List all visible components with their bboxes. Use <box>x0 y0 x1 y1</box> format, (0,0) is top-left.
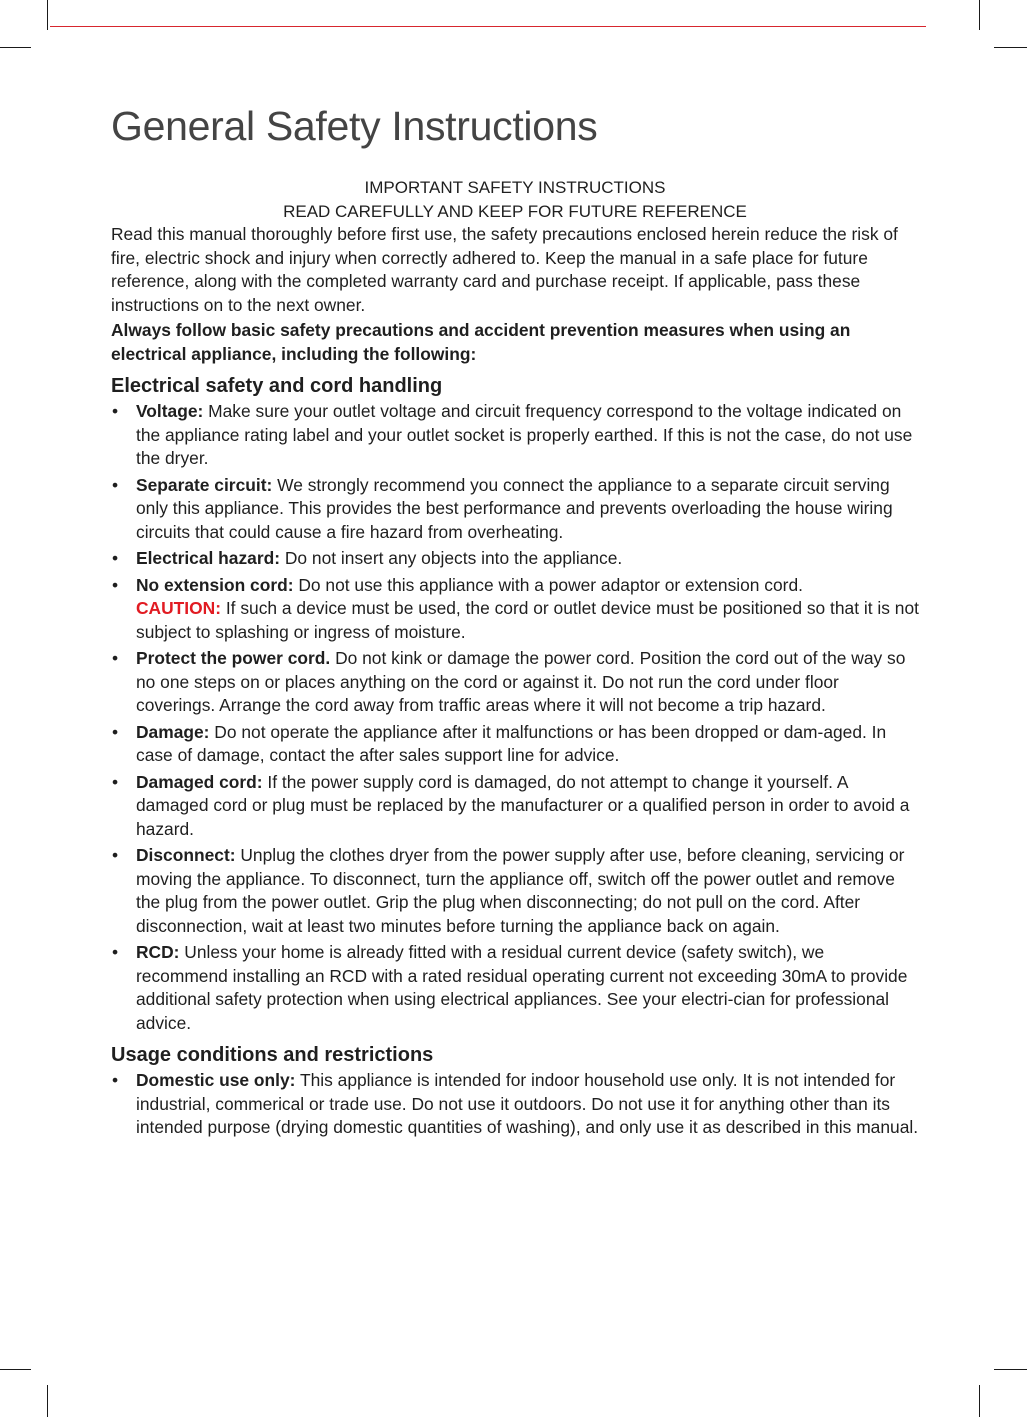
bullet-icon: • <box>112 401 119 421</box>
list-item-rcd <box>111 941 919 1035</box>
item-text: Do not use this appliance with a power adaptor or extension cord. <box>293 574 803 595</box>
item-text: If the power supply cord is damaged, do not attempt to change it yourself. A damaged cord or plug must be replaced by the manufacturer or a qualified person in order to avoid a hazard. <box>136 771 910 839</box>
list-item-disconnect <box>111 844 919 938</box>
item-term: Electrical hazard: <box>136 548 281 568</box>
item-term: Separate circuit: <box>136 474 273 495</box>
list-item-voltage <box>111 400 919 471</box>
caution-text: If such a device must be used, the cord or outlet device must be positioned so that it is not subject to splashing or ingress of moisture. <box>136 598 919 642</box>
list-item-protect-power-cord <box>111 647 919 718</box>
header-accent-rule <box>50 26 926 27</box>
bullet-icon: • <box>112 1070 119 1090</box>
list-item-domestic-use-only <box>111 1069 919 1140</box>
item-term: Domestic use only: <box>136 1070 296 1090</box>
item-term: Damaged cord: <box>136 771 263 792</box>
caution-label: CAUTION: <box>136 598 222 618</box>
bullet-icon: • <box>112 721 119 742</box>
intro-paragraph: Read this manual thoroughly before first use, the safety precautions enclosed herein reduce the risk of fire, electric shock and injury when correctly adhered to. Keep the manual in a safe place for future reference, along with the completed warranty card and purchase receipt. If applicable, pass these instructions on to the next owner. <box>111 224 898 315</box>
bullet-icon: • <box>112 845 119 865</box>
item-term: Protect the power cord. <box>136 648 331 668</box>
list-item-damaged-cord <box>111 771 919 842</box>
item-term: Disconnect: <box>136 845 236 865</box>
crop-mark-top-right-vertical <box>979 0 980 30</box>
bullet-icon: • <box>112 548 119 568</box>
item-text: This appliance is intended for indoor household use only. It is not intended for industrial, commerical or trade use. Do not use it outdoors. Do not use it for anything other than its intended purpose (drying domestic quantities of washing), and only use it as described in this manual. <box>136 1070 919 1137</box>
item-text: Unless your home is already fitted with a residual current device (safety switch), we recommend installing an RCD with a rated residual operating current not exceeding 30mA to provide additional safety protection when using electrical appliances. See your electri-cian for professional advice. <box>136 942 908 1033</box>
usage-conditions-list <box>111 1069 919 1140</box>
item-term: No extension cord: <box>136 574 294 595</box>
item-term: RCD: <box>136 942 180 962</box>
page-content <box>111 98 919 1143</box>
item-text: Do not kink or damage the power cord. Position the cord out of the way so no one steps on or places anything on the cord or against it. Do not run the cord under floor coverings. Arrange the cord away from traffic areas where it will not become a trip hazard. <box>136 648 906 715</box>
item-text: We strongly recommend you connect the appliance to a separate circuit serving only this appliance. This provides the best performance and prevents overloading the house wiring circuits that could cause a fire hazard from overheating. <box>136 474 893 542</box>
important-safety-heading: IMPORTANT SAFETY INSTRUCTIONS <box>364 178 666 197</box>
bullet-icon: • <box>112 474 119 495</box>
electrical-safety-list <box>111 400 919 1035</box>
item-text: Unplug the clothes dryer from the power supply after use, before cleaning, servicing or moving the appliance. To disconnect, turn the appliance off, switch off the power outlet and remove the plug from the power outlet. Grip the plug when disconnecting; do not pull on the cord. After disconnection, wait at least two minutes before turning the appliance back on again. <box>136 845 905 936</box>
list-item-no-extension-cord <box>111 574 919 645</box>
list-item-electrical-hazard <box>111 547 919 571</box>
item-term: Voltage: <box>136 401 204 421</box>
item-text: Do not insert any objects into the appliance. <box>280 548 623 568</box>
bullet-icon: • <box>112 771 119 792</box>
section-heading-usage: Usage conditions and restrictions <box>111 1044 434 1066</box>
section-heading-electrical: Electrical safety and cord handling <box>111 375 443 397</box>
item-text: Make sure your outlet voltage and circuit frequency correspond to the voltage indicated on the appliance rating label and your outlet socket is properly earthed. If this is not the case, do not use the dryer. <box>136 401 913 468</box>
crop-mark-top-left-horizontal <box>0 47 31 48</box>
item-text: Do not operate the appliance after it malfunctions or has been dropped or dam-aged. In case of damage, contact the after sales support line for advice. <box>136 721 887 765</box>
crop-mark-bottom-left-vertical <box>47 1385 48 1417</box>
bullet-icon: • <box>112 648 119 668</box>
list-item-separate-circuit <box>111 474 919 545</box>
list-item-damage <box>111 721 919 768</box>
read-carefully-heading: READ CAREFULLY AND KEEP FOR FUTURE REFERENCE <box>283 201 747 221</box>
crop-mark-bottom-left-horizontal <box>0 1369 31 1370</box>
crop-mark-top-left-vertical <box>47 0 48 30</box>
crop-mark-bottom-right-horizontal <box>994 1369 1027 1370</box>
bullet-icon: • <box>112 574 119 595</box>
precautions-lead-paragraph: Always follow basic safety precautions and accident prevention measures when using an electrical appliance, including the following: <box>111 320 851 364</box>
crop-mark-top-right-horizontal <box>994 47 1027 48</box>
bullet-icon: • <box>112 942 119 962</box>
item-term: Damage: <box>136 721 210 742</box>
page-title: General Safety Instructions <box>111 103 598 149</box>
crop-mark-bottom-right-vertical <box>979 1385 980 1417</box>
